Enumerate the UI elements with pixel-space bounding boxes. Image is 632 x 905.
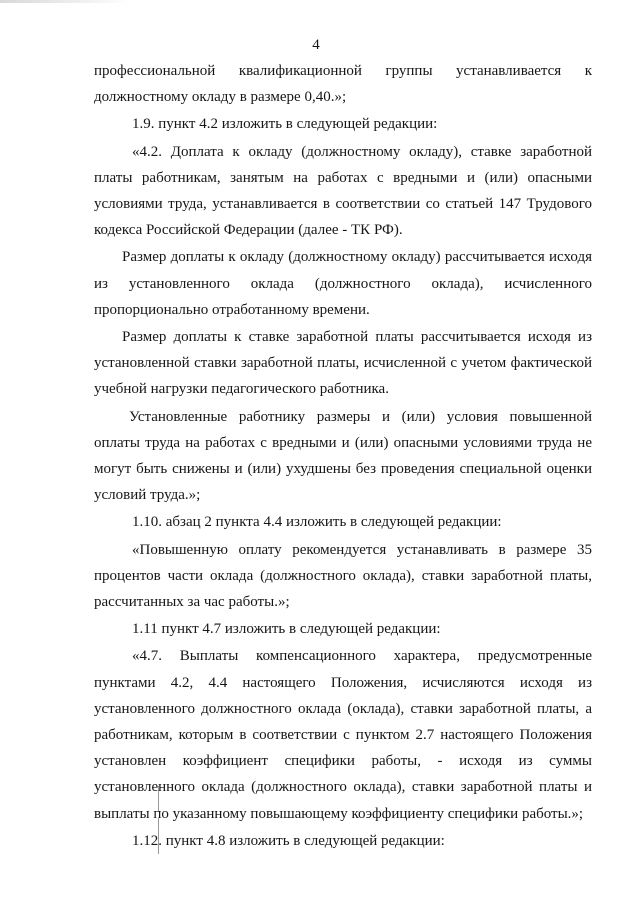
paragraph-line: «4.7. Выплаты компенсационного характера, предусмотренные — [132, 648, 592, 665]
paragraph-line: рассчитанных за час работы.»; — [94, 594, 290, 611]
paragraph-line: установлен коэффициент специфики работы, - исходя из суммы — [94, 753, 592, 770]
scan-edge-shadow — [0, 0, 130, 3]
paragraph-line: «4.2. Доплата к окладу (должностному окладу), ставке заработной — [132, 143, 592, 160]
paragraph-line: условиями труда, устанавливается в соответствии со статьей 147 Трудового — [94, 196, 592, 213]
paragraph-line: «Повышенную оплату рекомендуется устанавливать в размере 35 — [132, 541, 592, 558]
paragraph-line: условий труда.»; — [94, 487, 201, 504]
paragraph-line: Установленные работнику размеры и (или) условия повышенной — [129, 408, 592, 425]
paragraph-line: учебной нагрузки педагогического работника. — [94, 381, 389, 398]
paragraph-line: установленного должностного оклада (оклада), ставки заработной платы, а — [94, 700, 592, 717]
paragraph-line: пропорционально отработанному времени. — [94, 301, 370, 318]
paragraph-line: пунктами 4.2, 4.4 настоящего Положения, исчисляются исходя из — [94, 674, 592, 691]
paragraph-line: кодекса Российской Федерации (далее - ТК РФ). — [94, 222, 403, 239]
paragraph-line: 1.11 пункт 4.7 изложить в следующей редакции: — [132, 621, 441, 638]
paragraph-line: из установленного оклада (должностного оклада), исчисленного — [94, 275, 592, 292]
paragraph-line: процентов части оклада (должностного оклада), ставки заработной платы, — [94, 567, 592, 584]
paragraph-line: 1.9. пункт 4.2 изложить в следующей редакции: — [132, 116, 438, 133]
paragraph-line: установленной ставки заработной платы, исчисленной с учетом фактической — [94, 355, 592, 372]
paragraph-line: могут быть снижены и (или) ухудшены без проведения специальной оценки — [94, 461, 592, 478]
paragraph-line: работникам, которым в соответствии с пунктом 2.7 настоящего Положения — [94, 727, 592, 744]
paragraph-line: Размер доплаты к ставке заработной платы рассчитывается исходя из — [122, 329, 592, 346]
paragraph-line: должностному окладу в размере 0,40.»; — [94, 89, 347, 106]
paragraph-line: платы работникам, занятым на работах с вредными и (или) опасными — [94, 169, 592, 186]
paragraph-line: 1.10. абзац 2 пункта 4.4 изложить в следующей редакции: — [132, 514, 502, 531]
document-body — [94, 58, 592, 854]
paragraph-line: установленного оклада (должностного оклада), ставки заработной платы и — [94, 779, 592, 796]
page-number: 4 — [312, 37, 320, 53]
paragraph-line: 1.12. пункт 4.8 изложить в следующей редакции: — [132, 832, 445, 849]
paragraph-line: оплаты труда на работах с вредными и (или) опасными условиями труда не — [94, 434, 592, 451]
paragraph-line: Размер доплаты к окладу (должностному окладу) рассчитывается исходя — [122, 249, 592, 266]
paragraph-line: профессиональной квалификационной группы устанавливается к — [94, 63, 592, 79]
paragraph-line: выплаты по указанному повышающему коэффициенту специфики работы.»; — [94, 805, 584, 822]
